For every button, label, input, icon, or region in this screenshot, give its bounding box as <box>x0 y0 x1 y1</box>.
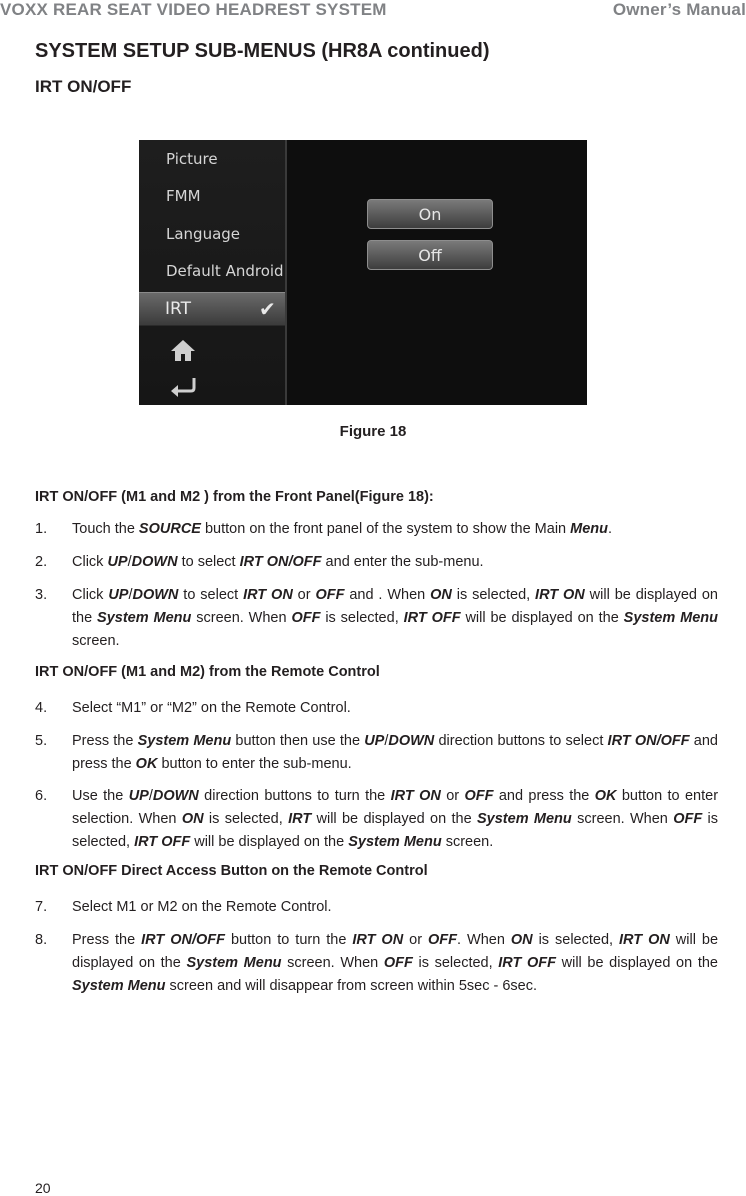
checkmark-icon: ✔ <box>259 299 276 321</box>
step-number: 6. <box>35 788 48 804</box>
section-heading-front-panel: IRT ON/OFF (M1 and M2 ) from the Front Panel(Figure 18): <box>35 489 434 505</box>
emphasis-text: IRT ON <box>243 587 293 603</box>
text-run: / <box>127 554 132 570</box>
text-run: will be displayed on the <box>460 610 624 626</box>
step-5 <box>35 730 718 776</box>
emphasis-text: UP <box>108 587 129 603</box>
text-run: button to turn the <box>225 932 353 948</box>
emphasis-text: System Menu <box>477 811 572 827</box>
menu-item-picture: Picture <box>166 150 218 168</box>
menu-item-irt: IRT <box>165 299 191 319</box>
text-run: direction buttons to select <box>434 733 608 749</box>
emphasis-text: System Menu <box>348 834 442 850</box>
emphasis-text: System Menu <box>72 978 166 994</box>
emphasis-text: OFF <box>428 932 458 948</box>
text-run: screen. When <box>191 610 292 626</box>
text-run: Press the <box>72 932 142 948</box>
text-run: . When <box>457 932 511 948</box>
text-run: is selected, <box>532 932 620 948</box>
step-7 <box>35 896 718 919</box>
back-icon <box>169 376 199 398</box>
text-run: will be displayed on the <box>72 587 718 626</box>
step-number: 8. <box>35 932 48 948</box>
text-run: or <box>292 587 316 603</box>
emphasis-text: IRT <box>288 811 312 827</box>
emphasis-text: IRT ON/OFF <box>607 733 690 749</box>
section-heading-direct-access: IRT ON/OFF Direct Access Button on the Remote Control <box>35 863 428 879</box>
text-run: . <box>608 521 613 537</box>
figure-screen <box>139 140 587 405</box>
text-run: screen. When <box>571 811 674 827</box>
text-run: / <box>148 788 153 804</box>
emphasis-text: OK <box>135 756 158 772</box>
emphasis-text: ON <box>181 811 204 827</box>
text-run: or <box>403 932 429 948</box>
text-run: screen. <box>441 834 494 850</box>
step-text <box>72 896 718 919</box>
text-run: and enter the sub-menu. <box>321 554 484 570</box>
text-run: will be displayed on the <box>72 932 719 971</box>
menu-item-fmm: FMM <box>166 187 201 205</box>
menu-item-default-android: Default Android <box>166 262 284 280</box>
page-subtitle: IRT ON/OFF <box>35 77 132 96</box>
step-text <box>72 697 718 720</box>
emphasis-text: OFF <box>315 587 345 603</box>
step-number: 1. <box>35 521 48 537</box>
emphasis-text: IRT ON/OFF <box>239 554 322 570</box>
running-header-title: VOXX REAR SEAT VIDEO HEADREST SYSTEM <box>0 0 387 19</box>
text-run: is selected, <box>72 811 719 850</box>
option-on-button: On <box>367 199 493 229</box>
text-run: Touch the <box>72 521 139 537</box>
text-run: is selected, <box>203 811 289 827</box>
setup-sidebar <box>139 140 287 405</box>
text-run: button on the front panel of the system to show the Main <box>200 521 571 537</box>
step-text <box>72 785 718 854</box>
text-run: button to enter the sub-menu. <box>157 756 352 772</box>
emphasis-text: IRT OFF <box>498 955 556 971</box>
text-run: is selected, <box>412 955 499 971</box>
step-6 <box>35 785 718 854</box>
text-run: screen and will disappear from screen within 5sec - 6sec. <box>165 978 538 994</box>
text-run: / <box>384 733 389 749</box>
home-icon <box>170 338 196 362</box>
text-run: is selected, <box>320 610 404 626</box>
step-text <box>72 929 718 998</box>
text-run: and . When <box>344 587 431 603</box>
text-run: to select <box>178 587 244 603</box>
emphasis-text: DOWN <box>152 788 199 804</box>
page-title: SYSTEM SETUP SUB-MENUS (HR8A continued) <box>35 40 490 62</box>
text-run: Select M1 or M2 on the Remote Control. <box>72 899 332 915</box>
option-off-button: Off <box>367 240 493 270</box>
step-text <box>72 518 718 541</box>
step-number: 4. <box>35 700 48 716</box>
emphasis-text: IRT OFF <box>403 610 461 626</box>
emphasis-text: OFF <box>673 811 703 827</box>
text-run: Click <box>72 554 108 570</box>
emphasis-text: IRT ON <box>619 932 670 948</box>
emphasis-text: ON <box>430 587 452 603</box>
text-run: Use the <box>72 788 129 804</box>
emphasis-text: OFF <box>291 610 321 626</box>
emphasis-text: System Menu <box>623 610 718 626</box>
text-run: button then use the <box>231 733 365 749</box>
emphasis-text: System Menu <box>97 610 192 626</box>
emphasis-text: DOWN <box>131 554 178 570</box>
text-run: / <box>128 587 133 603</box>
text-run: screen. <box>72 633 120 649</box>
step-4 <box>35 697 718 720</box>
step-number: 3. <box>35 587 48 603</box>
emphasis-text: OFF <box>464 788 494 804</box>
text-run: Press the <box>72 733 138 749</box>
section-heading-remote: IRT ON/OFF (M1 and M2) from the Remote Control <box>35 664 380 680</box>
emphasis-text: OFF <box>383 955 413 971</box>
figure-caption: Figure 18 <box>339 423 407 440</box>
text-run: and press the <box>493 788 595 804</box>
step-3 <box>35 584 718 653</box>
step-1 <box>35 518 718 541</box>
emphasis-text: UP <box>107 554 128 570</box>
step-number: 7. <box>35 899 48 915</box>
emphasis-text: IRT ON <box>390 788 441 804</box>
emphasis-text: IRT OFF <box>134 834 191 850</box>
emphasis-text: IRT ON <box>352 932 404 948</box>
page-number: 20 <box>35 1180 51 1196</box>
emphasis-text: Menu <box>570 521 608 537</box>
emphasis-text: OK <box>594 788 617 804</box>
running-header-manual: Owner’s Manual <box>612 0 746 19</box>
emphasis-text: UP <box>128 788 149 804</box>
emphasis-text: IRT ON/OFF <box>141 932 225 948</box>
step-text <box>72 584 718 653</box>
text-run: will be displayed on the <box>190 834 349 850</box>
text-run: Select “M1” or “M2” on the Remote Control. <box>72 700 351 716</box>
step-number: 2. <box>35 554 48 570</box>
menu-item-language: Language <box>166 225 241 243</box>
text-run: Click <box>72 587 109 603</box>
text-run: is selected, <box>451 587 536 603</box>
step-8 <box>35 929 718 998</box>
emphasis-text: DOWN <box>132 587 179 603</box>
step-text <box>72 551 718 574</box>
emphasis-text: IRT ON <box>535 587 585 603</box>
text-run: will be displayed on the <box>556 955 718 971</box>
step-2 <box>35 551 718 574</box>
step-number: 5. <box>35 733 48 749</box>
text-run: direction buttons to turn the <box>198 788 391 804</box>
text-run: will be displayed on the <box>311 811 477 827</box>
emphasis-text: ON <box>510 932 533 948</box>
text-run: screen. When <box>281 955 384 971</box>
step-text <box>72 730 718 776</box>
text-run: to select <box>177 554 240 570</box>
text-run: or <box>440 788 465 804</box>
emphasis-text: System Menu <box>137 733 232 749</box>
emphasis-text: DOWN <box>388 733 435 749</box>
emphasis-text: UP <box>364 733 385 749</box>
emphasis-text: SOURCE <box>138 521 201 537</box>
text-run: and press the <box>72 733 718 772</box>
text-run: button to enter selection. When <box>72 788 719 827</box>
emphasis-text: System Menu <box>186 955 282 971</box>
